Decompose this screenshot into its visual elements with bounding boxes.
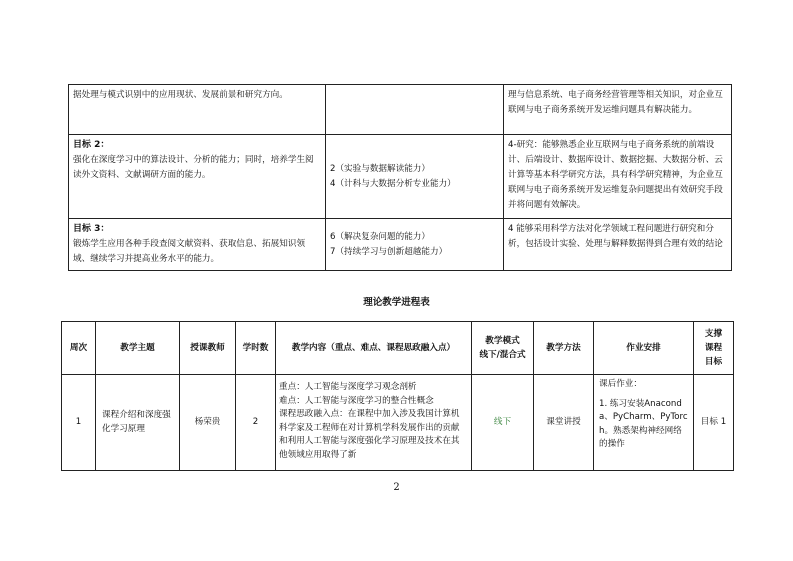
goal-title: 目标 2：	[73, 140, 110, 150]
table-row	[62, 375, 734, 471]
page-number: 2	[393, 482, 400, 493]
content-key-point: 重点：人工智能与深度学习观念剖析	[279, 382, 417, 392]
header-teacher: 授课教师	[180, 322, 236, 375]
schedule-table	[61, 321, 734, 471]
cell-mode: 线下	[472, 375, 534, 471]
cell-week: 1	[62, 375, 96, 471]
ability-cell	[326, 135, 504, 219]
schedule-title: 理论教学进程表	[363, 297, 430, 308]
homework-item: 1. 练习安装Anaconda、PyCharm、PyTorch。熟悉架构神经网络的操作	[599, 398, 688, 449]
requirement-text: 理与信息系统、电子商务经营管理等相关知识，对企业互联网与电子商务系统开发运维问题具有解决能力。	[508, 90, 723, 115]
header-mode: 教学模式 线下/混合式	[472, 322, 534, 375]
objectives-table	[68, 84, 732, 271]
cell-teacher: 杨荣贵	[180, 375, 236, 471]
cell-content	[276, 375, 472, 471]
header-week: 周次	[62, 322, 96, 375]
cell-topic: 课程介绍和深度强化学习原理	[96, 375, 180, 471]
header-topic: 教学主题	[96, 322, 180, 375]
ability-item: 7（持续学习与创新超越能力）	[330, 246, 448, 257]
requirement-text: 4-研究：能够熟悉企业互联网与电子商务系统的前端设计、后端设计、数据库设计、数据挖掘、大数据分析、云计算等基本科学研究方法，具有科学研究精神，为企业互联网与电子商务系统开发运维复杂问题提出有效研究手段并将问题有效解决。	[508, 140, 723, 210]
requirement-cell	[504, 135, 732, 219]
table-row	[69, 135, 732, 219]
ability-item: 6（解决复杂问题的能力）	[330, 231, 430, 242]
cell-homework	[594, 375, 694, 471]
cell-hours: 2	[236, 375, 276, 471]
goal-text: 据处理与模式识别中的应用现状、发展前景和研究方向。	[73, 90, 288, 100]
cell-target: 目标 1	[694, 375, 734, 471]
header-homework: 作业安排	[594, 322, 694, 375]
requirement-cell	[504, 85, 732, 135]
content-difficulty: 难点：人工智能与深度学习的整合性概念	[279, 395, 434, 406]
table-row	[69, 85, 732, 135]
goal-text: 锻炼学生应用各种手段查阅文献资料、获取信息、拓展知识领域、继续学习并提高业务水平的能力。	[73, 239, 306, 264]
header-row	[62, 322, 734, 375]
homework-label: 课后作业：	[599, 379, 642, 389]
goal-title: 目标 3：	[73, 224, 110, 234]
header-target: 支撑 课程 目标	[694, 322, 734, 375]
goal-text: 强化在深度学习中的算法设计、分析的能力；同时，培养学生阅读外文资料、文献调研方面的能力。	[73, 155, 314, 180]
requirement-cell	[504, 219, 732, 271]
ability-cell	[326, 85, 504, 135]
header-method: 教学方法	[534, 322, 594, 375]
goal-cell	[69, 85, 326, 135]
ability-item: 2（实验与数据解读能力）	[330, 163, 430, 174]
table-row	[69, 219, 732, 271]
header-hours: 学时数	[236, 322, 276, 375]
ability-item: 4（计科与大数据分析专业能力）	[330, 178, 456, 189]
goal-cell	[69, 219, 326, 271]
content-ideology: 课程思政融入点：在课程中加入涉及我国计算机科学家及工程师在对计算机学科发展作出的贡献和利用人工智能与深度强化学习原理及技术在其他领域应用取得了新	[279, 409, 460, 460]
requirement-text: 4 能够采用科学方法对化学领域工程问题进行研究和分析，包括设计实验、处理与解释数据得到合理有效的结论	[508, 224, 723, 249]
header-content: 教学内容（重点、难点、课程思政融入点）	[276, 322, 472, 375]
cell-method: 课堂讲授	[534, 375, 594, 471]
goal-cell	[69, 135, 326, 219]
ability-cell	[326, 219, 504, 271]
